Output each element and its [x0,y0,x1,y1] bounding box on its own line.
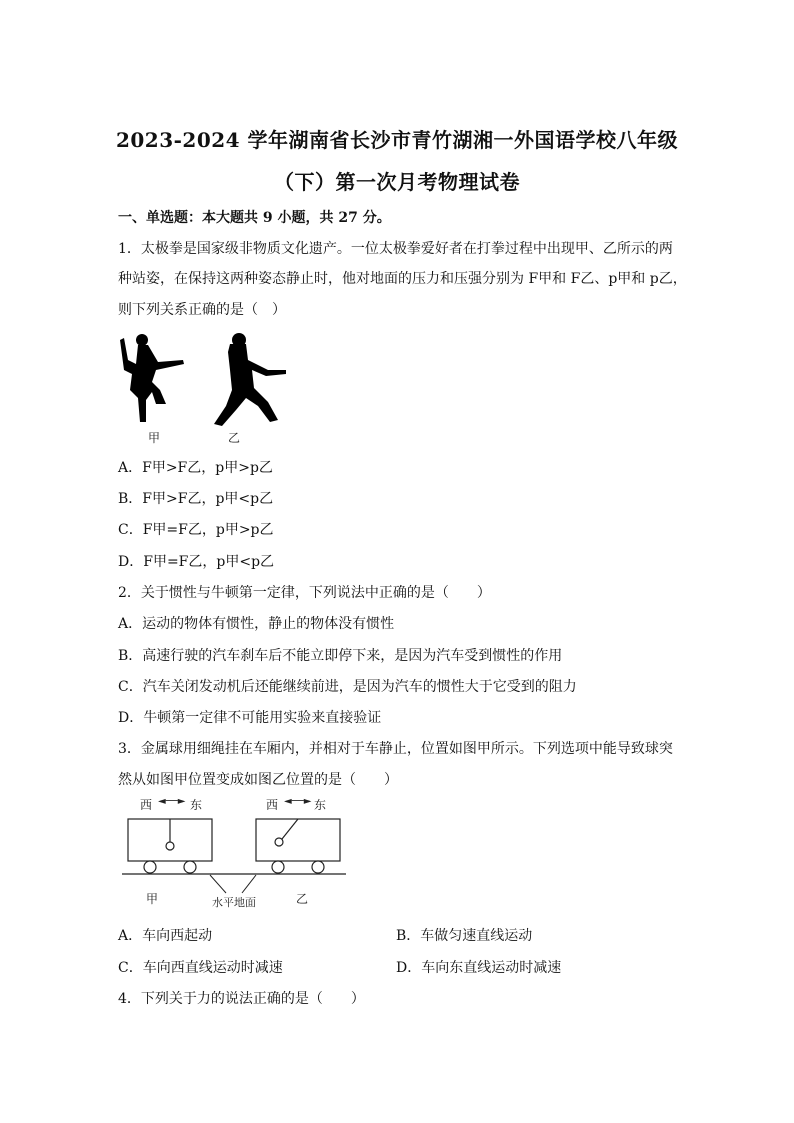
taiji-stance-yi [214,333,286,426]
q3-option-c: C．车向西直线运动时减速 [118,960,283,976]
q4-stem: 4．下列关于力的说法正确的是（ ） [118,991,365,1007]
ground-label: 水平地面 [212,896,256,909]
exam-title-line1: 2023-2024 学年湖南省长沙市青竹湖湘一外国语学校八年级 [115,128,679,152]
q2-option-a: A．运动的物体有惯性，静止的物体没有惯性 [118,616,395,632]
q2-option-d: D．牛顿第一定律不可能用实验来直接验证 [118,710,382,726]
label-jia: 甲 [146,892,159,906]
q1-stem-line3: 则下列关系正确的是（ ） [118,302,286,318]
west-label-yi: 西 [266,798,279,812]
q1-option-d: D．F甲=F乙，p甲<p乙 [118,554,275,570]
west-label-jia: 西 [140,798,153,812]
q3-option-d: D．车向东直线运动时减速 [396,960,562,976]
section-heading: 一、单选题：本大题共 9 小题，共 27 分。 [118,210,391,226]
q1-option-b: B．F甲>F乙，p甲<p乙 [118,491,274,507]
q2-stem: 2．关于惯性与牛顿第一定律，下列说法中正确的是（ ） [118,585,491,601]
east-label-jia: 东 [190,798,203,812]
label-yi: 乙 [296,892,309,906]
cart-figure [118,795,358,915]
q3-stem-line1: 3．金属球用细绳挂在车厢内，并相对于车静止，位置如图甲所示。下列选项中能导致球突 [118,741,673,757]
q1-option-a: A．F甲>F乙，p甲>p乙 [118,460,273,476]
q3-stem-line2: 然从如图甲位置变成如图乙位置的是（ ） [118,772,398,788]
svg-text:◄──►: ◄──► [158,796,186,807]
q2-option-c: C．汽车关闭发动机后还能继续前进，是因为汽车的惯性大于它受到的阻力 [118,679,577,695]
label-jia: 甲 [147,431,161,445]
q1-stem-line1: 1．太极拳是国家级非物质文化遗产。一位太极拳爱好者在打拳过程中出现甲、乙所示的两 [118,241,673,257]
q1-option-c: C．F甲=F乙，p甲>p乙 [118,522,274,538]
q3-option-b: B．车做匀速直线运动 [396,928,533,944]
exam-title-line2: （下）第一次月考物理试卷 [274,170,520,194]
east-label-yi: 东 [314,798,327,812]
svg-text:◄──►: ◄──► [284,796,312,807]
taiji-figure [118,330,298,450]
q3-option-a: A．车向西起动 [118,928,213,944]
q2-option-b: B．高速行驶的汽车刹车后不能立即停下来，是因为汽车受到惯性的作用 [118,648,563,664]
taiji-stance-jia [120,334,184,422]
cart-yi [256,819,340,873]
q1-stem-line2: 种站姿，在保持这两种姿态静止时，他对地面的压力和压强分别为 F甲和 F乙、p甲和 p乙， [118,271,687,287]
label-yi: 乙 [227,431,241,445]
cart-jia [128,819,212,873]
